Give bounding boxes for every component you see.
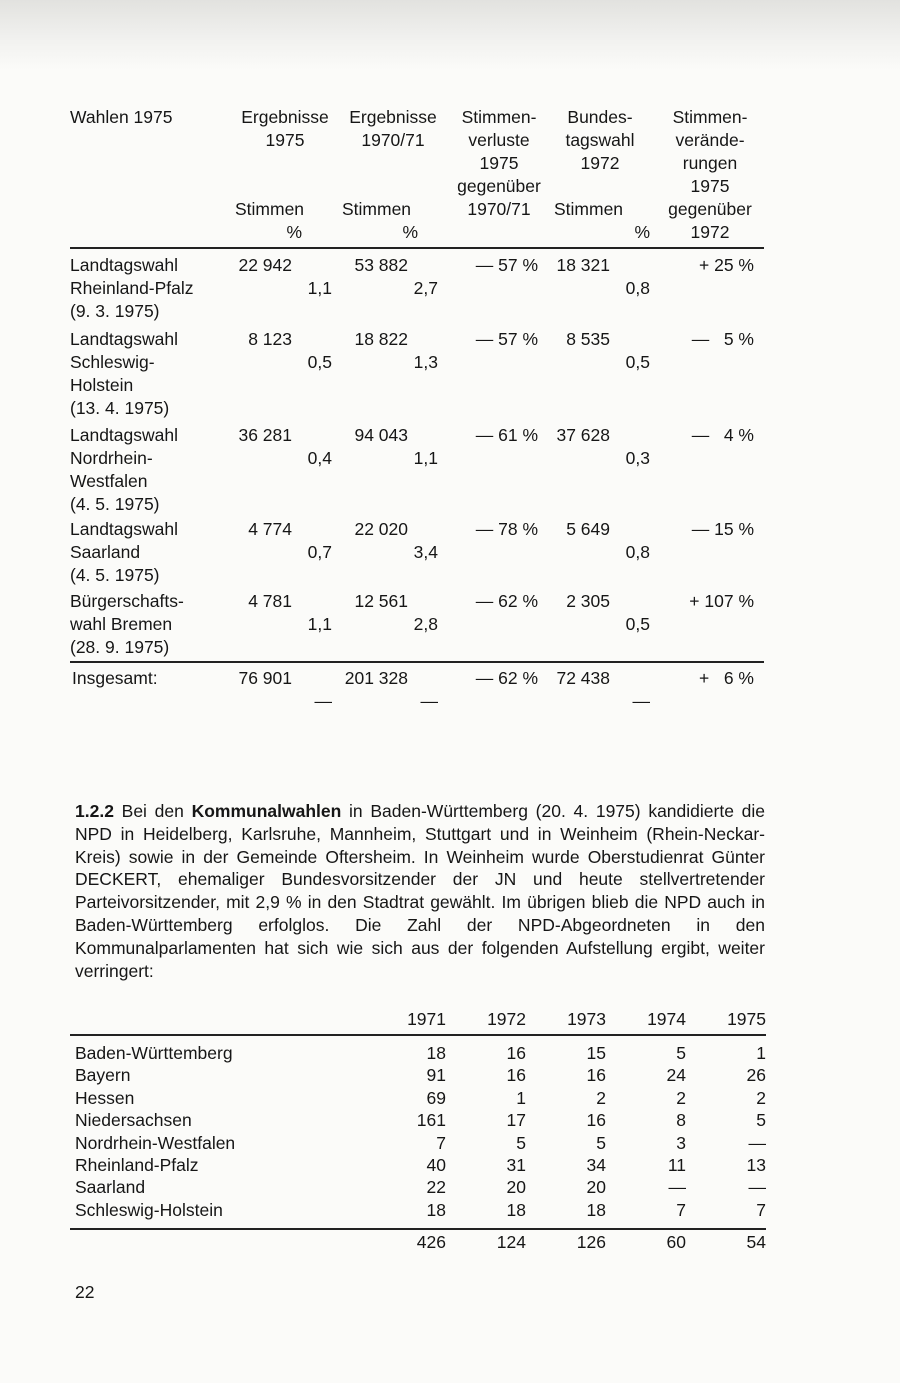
page-number: 22 xyxy=(75,1282,95,1302)
total-seat-count: 54 xyxy=(746,1232,766,1252)
row-votes-1970: 18 822 xyxy=(354,329,408,349)
header-col5-line: 1972 xyxy=(690,222,730,242)
seat-count: 69 xyxy=(426,1087,446,1108)
header-col3-line: Stimmen- xyxy=(461,107,537,127)
row-change: + 107 % xyxy=(689,591,754,611)
seat-count: 1 xyxy=(516,1087,526,1108)
section-number: 1.2.2 xyxy=(75,801,114,821)
row-votes-1975: 36 281 xyxy=(238,425,292,445)
total-seat-count: 426 xyxy=(416,1232,446,1252)
header-col4-line: Bundes- xyxy=(567,107,633,127)
row-pct-1972: 0,5 xyxy=(625,614,650,634)
state-name: Niedersachsen xyxy=(75,1110,192,1131)
header-col1-line: 1975 xyxy=(265,130,305,150)
row-pct-1972: 0,3 xyxy=(625,448,650,468)
seat-count: 11 xyxy=(667,1155,686,1175)
row-votes-1972: 2 305 xyxy=(566,591,610,611)
row-label-line: (4. 5. 1975) xyxy=(70,565,160,585)
row-pct-1970: 1,1 xyxy=(413,448,438,468)
row-votes-1970: 12 561 xyxy=(354,591,408,611)
seat-count: 31 xyxy=(506,1155,526,1175)
row-pct-1972: 0,5 xyxy=(625,352,650,372)
header-col2-line: 1970/71 xyxy=(361,130,425,150)
seat-count: 7 xyxy=(676,1199,686,1220)
seat-count: 16 xyxy=(586,1110,606,1131)
row-label-line: Rheinland-Pfalz xyxy=(70,278,194,298)
total-seat-count: 124 xyxy=(496,1232,526,1252)
total-seat-count: 126 xyxy=(576,1232,606,1252)
seat-count: 91 xyxy=(426,1065,446,1086)
seat-count: 3 xyxy=(676,1132,686,1153)
table2-total-rule xyxy=(70,1228,766,1230)
row-votes-1972: 5 649 xyxy=(566,519,610,539)
row-votes-1972: 8 535 xyxy=(566,329,610,349)
row-pct-1972: 0,8 xyxy=(625,278,650,298)
row-loss: — 61 % xyxy=(475,425,538,445)
seat-count: 16 xyxy=(506,1065,526,1086)
year-header: 1972 xyxy=(487,1009,526,1029)
year-header: 1974 xyxy=(647,1009,686,1029)
table2-header-rule xyxy=(70,1034,766,1036)
row-label-line: Landtagswahl xyxy=(70,425,178,445)
row-votes-1975: 4 774 xyxy=(248,519,292,539)
header-col3-line: 1975 xyxy=(479,153,519,173)
seat-count: 2 xyxy=(596,1087,606,1108)
row-pct-1975: 0,4 xyxy=(307,448,332,468)
header-rule xyxy=(70,247,764,249)
paragraph-bold-term: Kommunalwahlen xyxy=(191,801,342,821)
state-name: Nordrhein-Westfalen xyxy=(75,1132,236,1153)
seat-count: 17 xyxy=(506,1110,526,1131)
header-col5-line: rungen xyxy=(682,153,738,173)
seat-count: 16 xyxy=(506,1043,526,1063)
row-votes-1975: 4 781 xyxy=(248,591,292,611)
scan-shadow xyxy=(0,0,900,70)
row-label-line: Nordrhein- xyxy=(70,448,153,468)
row-label-line: Bürgerschafts- xyxy=(70,591,184,611)
seat-count: 1 xyxy=(756,1043,766,1063)
total-pct-1970: — xyxy=(420,691,438,711)
row-votes-1970: 53 882 xyxy=(354,255,408,275)
seat-count: 22 xyxy=(426,1177,446,1198)
row-loss: — 57 % xyxy=(475,329,538,349)
row-label-line: wahl Bremen xyxy=(70,614,173,634)
row-pct-1975: 1,1 xyxy=(307,278,332,298)
header-col3-line: 1970/71 xyxy=(467,199,531,219)
row-votes-1975: 22 942 xyxy=(238,255,292,275)
state-name: Rheinland-Pfalz xyxy=(75,1155,199,1175)
row-votes-1970: 94 043 xyxy=(354,425,408,445)
seat-count: 18 xyxy=(426,1043,446,1063)
header-col4-line: 1972 xyxy=(580,153,620,173)
total-votes-1970: 201 328 xyxy=(344,668,408,688)
total-votes-1975: 76 901 xyxy=(238,668,292,688)
row-pct-1970: 1,3 xyxy=(413,352,438,372)
seat-count: 13 xyxy=(746,1155,766,1175)
header-col1-line: Ergebnisse xyxy=(241,107,329,127)
header-col4-line: tagswahl xyxy=(565,130,635,150)
seat-count: 5 xyxy=(516,1132,526,1153)
row-votes-1970: 22 020 xyxy=(354,519,408,539)
row-label-line: Holstein xyxy=(70,375,134,395)
header-col2-line: Stimmen xyxy=(342,199,412,219)
row-label-line: Schleswig- xyxy=(70,352,155,372)
total-seat-count: 60 xyxy=(666,1232,686,1252)
total-change: + 6 % xyxy=(699,668,754,688)
row-loss: — 78 % xyxy=(475,519,538,539)
row-label-line: Landtagswahl xyxy=(70,329,178,349)
seat-count: 20 xyxy=(586,1177,606,1198)
paragraph-pre: Bei den xyxy=(113,801,192,821)
seat-count: 7 xyxy=(756,1199,766,1220)
state-name: Baden-Württemberg xyxy=(75,1043,233,1063)
header-col1-line: Stimmen xyxy=(235,199,305,219)
row-pct-1970: 2,8 xyxy=(413,614,438,634)
row-label-line: (13. 4. 1975) xyxy=(70,398,170,418)
row-label-line: (9. 3. 1975) xyxy=(70,301,160,321)
total-pct-1975: — xyxy=(314,691,332,711)
seat-count: 2 xyxy=(756,1087,766,1108)
seat-count: 34 xyxy=(586,1155,606,1175)
seat-count: 40 xyxy=(426,1155,446,1175)
row-pct-1975: 0,7 xyxy=(307,542,332,562)
total-rule xyxy=(70,661,764,663)
row-pct-1970: 3,4 xyxy=(413,542,438,562)
row-votes-1975: 8 123 xyxy=(248,329,292,349)
row-change: — 5 % xyxy=(691,329,754,349)
seat-count: 20 xyxy=(506,1177,526,1198)
row-change: — 15 % xyxy=(691,519,754,539)
seat-count: 24 xyxy=(666,1065,686,1086)
row-label-line: Landtagswahl xyxy=(70,519,178,539)
total-label: Insgesamt: xyxy=(72,668,158,688)
seat-count: 5 xyxy=(596,1132,606,1153)
row-label-line: Landtagswahl xyxy=(70,255,178,275)
total-loss: — 62 % xyxy=(475,668,538,688)
seat-count: 18 xyxy=(506,1199,526,1220)
seat-count: — xyxy=(748,1177,766,1198)
header-col4-line: % xyxy=(634,222,650,242)
state-name: Bayern xyxy=(75,1065,131,1086)
seat-count: 161 xyxy=(416,1110,446,1131)
state-name: Hessen xyxy=(75,1087,135,1108)
year-header: 1971 xyxy=(407,1009,446,1029)
header-col2-line: % xyxy=(402,222,418,242)
header-col5-line: gegenüber xyxy=(668,199,752,219)
seat-count: 8 xyxy=(676,1110,686,1131)
row-pct-1975: 0,5 xyxy=(307,352,332,372)
header-wahlen: Wahlen 1975 xyxy=(70,107,173,127)
seat-count: 18 xyxy=(426,1199,446,1220)
seat-count: 2 xyxy=(676,1087,686,1108)
seat-count: 5 xyxy=(676,1043,686,1063)
seat-count: 18 xyxy=(586,1199,606,1220)
row-loss: — 62 % xyxy=(475,591,538,611)
header-col5-line: Stimmen- xyxy=(672,107,748,127)
total-pct-1972: — xyxy=(632,691,650,711)
year-header: 1975 xyxy=(727,1009,766,1029)
row-pct-1970: 2,7 xyxy=(413,278,438,298)
row-change: — 4 % xyxy=(691,425,754,445)
seat-count: 15 xyxy=(586,1043,606,1063)
row-pct-1972: 0,8 xyxy=(625,542,650,562)
header-col3-line: gegenüber xyxy=(457,176,541,196)
header-col4-line: Stimmen xyxy=(554,199,624,219)
header-col2-line: Ergebnisse xyxy=(349,107,437,127)
row-loss: — 57 % xyxy=(475,255,538,275)
row-label-line: Westfalen xyxy=(70,471,148,491)
kommunalwahlen-paragraph xyxy=(75,800,765,982)
seat-count: — xyxy=(748,1132,766,1153)
header-col5-line: verände- xyxy=(675,130,745,150)
row-label-line: (4. 5. 1975) xyxy=(70,494,160,514)
row-votes-1972: 18 321 xyxy=(556,255,610,275)
total-votes-1972: 72 438 xyxy=(556,668,610,688)
row-pct-1975: 1,1 xyxy=(307,614,332,634)
header-col1-line: % xyxy=(286,222,302,242)
row-votes-1972: 37 628 xyxy=(556,425,610,445)
header-col5-line: 1975 xyxy=(690,176,730,196)
state-name: Saarland xyxy=(75,1177,146,1198)
row-change: + 25 % xyxy=(699,255,754,275)
seat-count: 16 xyxy=(586,1065,606,1086)
year-header: 1973 xyxy=(567,1009,606,1029)
header-col3-line: verluste xyxy=(468,130,530,150)
seat-count: 26 xyxy=(746,1065,766,1086)
state-name: Schleswig-Holstein xyxy=(75,1199,223,1220)
paragraph-body: in Baden-Württemberg (20. 4. 1975) kandidierte die NPD in Heidelberg, Karlsruhe, Mannheim, Stuttgart und in Weinheim (Rhein-Neckar-Kreis) sowie in der Gemeinde Oftersheim. In Weinheim wurde Oberstudienrat Günter DECKERT, ehemaliger Bundesvorsitzender der JN und heute stellvertretender Parteivorsitzender, mit 2,9 % in den Stadtrat gewählt. Im übrigen blieb die NPD auch in Baden-Württemberg erfolglos. Die Zahl der NPD-Abgeordneten in den Kommunalparlamenten hat sich wie sich aus der folgenden Aufstellung ergibt, weiter verringert: xyxy=(75,801,765,981)
row-label-line: (28. 9. 1975) xyxy=(70,637,170,657)
seat-count: — xyxy=(668,1177,686,1198)
seat-count: 5 xyxy=(756,1110,766,1131)
row-label-line: Saarland xyxy=(70,542,141,562)
seat-count: 7 xyxy=(436,1132,446,1153)
